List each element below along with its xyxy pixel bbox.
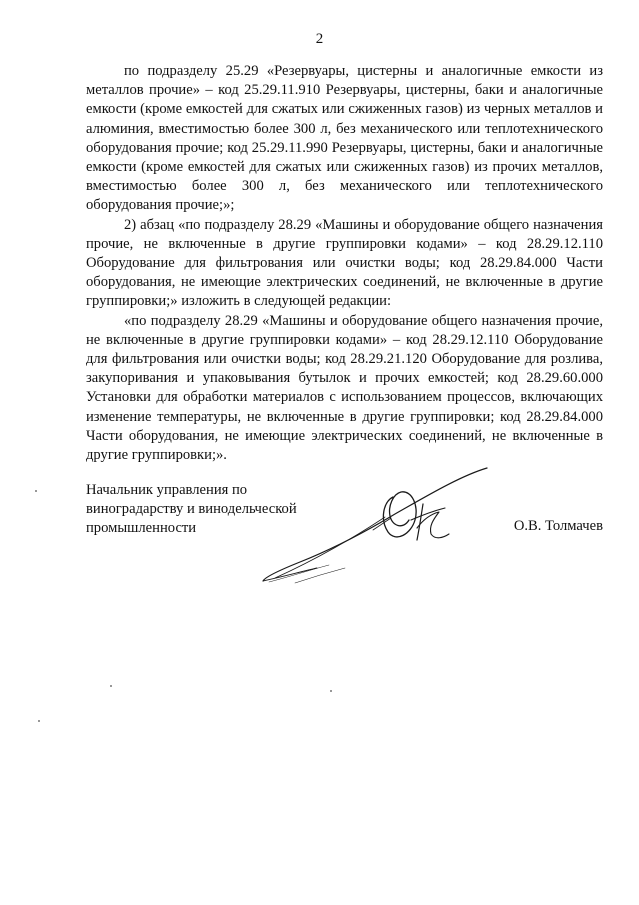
document-body <box>86 62 603 465</box>
paragraph-new-wording: «по подразделу 28.29 «Машины и оборудование общего назначения прочие, не включенные в другие группировки кодами» – код 28.29.12.110 Оборудование для фильтрования или очистки воды; код 28.29.21.120 Оборудование для розлива, закупоривания и упаковывания бутылок и прочих емкостей; код 28.29.60.000 Установки для обработки материалов с использованием процессов, включающих изменение температуры, не включенные в другие группировки; код 28.29.84.000 Части оборудования, не имеющие электрических соединений, не включенные в другие группировки;». <box>86 312 603 464</box>
paragraph-subsection-25-29: по подразделу 25.29 «Резервуары, цистерны и аналогичные емкости из металлов прочие» – код 25.29.11.910 Резервуары, цистерны, баки и аналогичные емкости (кроме емкостей для сжатых или сжиженных газов) из черных металлов и алюминия, вместимостью более 300 л, без механического или теплотехнического оборудования прочие; код 25.29.11.990 Резервуары, цистерны, баки и аналогичные емкости (кроме емкостей для сжатых или сжиженных газов) из прочих металлов, вместимостью более 300 л, без механического или теплотехнического оборудования прочие;»; <box>86 63 603 214</box>
page-number: 2 <box>315 31 324 47</box>
paragraph-item-2: 2) абзац «по подразделу 28.29 «Машины и оборудование общего назначения прочие, не включенные в другие группировки кодами» – код 28.29.12.110 Оборудование для фильтрования или очистки воды; код 28.29.84.000 Части оборудования, не имеющие электрических соединений, не включенные в другие группировки;» изложить в следующей редакции: <box>86 216 603 310</box>
scan-speck <box>110 685 112 687</box>
scan-speck <box>38 720 40 722</box>
signatory-name: О.В. Толмачев <box>513 518 603 534</box>
handwritten-signature-image <box>255 462 495 592</box>
scan-speck <box>35 490 37 492</box>
scan-speck <box>330 690 332 692</box>
signatory-position: Начальник управления по виноградарству и винодельческой промышленности <box>86 482 297 537</box>
